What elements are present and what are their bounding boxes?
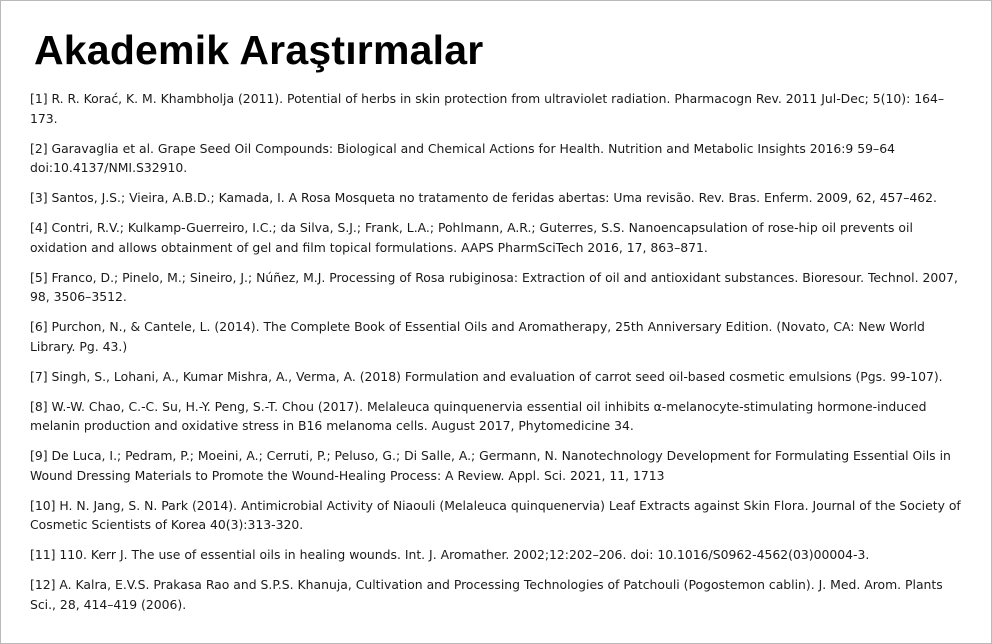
reference-item: [11] 110. Kerr J. The use of essential oils in healing wounds. Int. J. Aromather. 2002;12:202–206. doi: 10.1016/S0962-4562(03)00004-3. [30,547,870,562]
reference-item: [6] Purchon, N., & Cantele, L. (2014). The Complete Book of Essential Oils and Aromatherapy, 25th Anniversary Edition. (Novato, CA: New World Library. Pg. 43.) [30,319,925,354]
reference-item: [10] H. N. Jang, S. N. Park (2014). Antimicrobial Activity of Niaouli (Melaleuca quinquenervia) Leaf Extracts against Skin Flora. Journal of the Society of Cosmetic Scientists of Korea 40(3):313-320. [30,497,961,532]
page-title: Akademik Araştırmalar [34,27,484,73]
reference-item: [3] Santos, J.S.; Vieira, A.B.D.; Kamada, I. A Rosa Mosqueta no tratamento de feridas abertas: Uma revisão. Rev. Bras. Enferm. 2009, 62, 457–462. [30,190,938,205]
reference-item: [7] Singh, S., Lohani, A., Kumar Mishra, A., Verma, A. (2018) Formulation and evaluation of carrot seed oil-based cosmetic emulsions (Pgs. 99-107). [30,368,943,384]
reference-item: [9] De Luca, I.; Pedram, P.; Moeini, A.; Cerruti, P.; Peluso, G.; Di Salle, A.; Germann, N. Nanotechnology Development for Formulating Essential Oils in Wound Dressing Materials to Promote the Wound-Healing Process: A Review. Appl. Sci. 2021, 11, 1713 [30,448,951,483]
reference-item: [4] Contri, R.V.; Kulkamp-Guerreiro, I.C.; da Silva, S.J.; Frank, L.A.; Pohlmann, A.R.; Guterres, S.S. Nanoencapsulation of rose-hip oil prevents oil oxidation and allows obtainment of gel and film topical formulations. AAPS PharmSciTech 2016, 17, 863–871. [30,220,913,255]
reference-item: [5] Franco, D.; Pinelo, M.; Sineiro, J.; Núñez, M.J. Processing of Rosa rubiginosa: Extraction of oil and antioxidant substances. Bioresour. Technol. 2007, 98, 3506–3512. [30,269,958,304]
reference-item: [1] R. R. Korać, K. M. Khambholja (2011). Potential of herbs in skin protection from ultraviolet radiation. Pharmacogn Rev. 2011 Jul-Dec; 5(10): 164–173. [30,91,945,126]
reference-item: [12] A. Kalra, E.V.S. Prakasa Rao and S.P.S. Khanuja, Cultivation and Processing Technologies of Patchouli (Pogostemon cablin). J. Med. Arom. Plants Sci., 28, 414–419 (2006). [30,577,943,612]
reference-list [30,89,965,614]
reference-item: [8] W.-W. Chao, C.-C. Su, H.-Y. Peng, S.-T. Chou (2017). Melaleuca quinquenervia essential oil inhibits α-melanocyte-stimulating hormone-induced melanin production and oxidative stress in B16 melanoma cells. August 2017, Phytomedicine 34. [30,398,927,433]
reference-item: [2] Garavaglia et al. Grape Seed Oil Compounds: Biological and Chemical Actions for Health. Nutrition and Metabolic Insights 2016:9 59–64 doi:10.4137/NMI.S32910. [30,140,895,175]
